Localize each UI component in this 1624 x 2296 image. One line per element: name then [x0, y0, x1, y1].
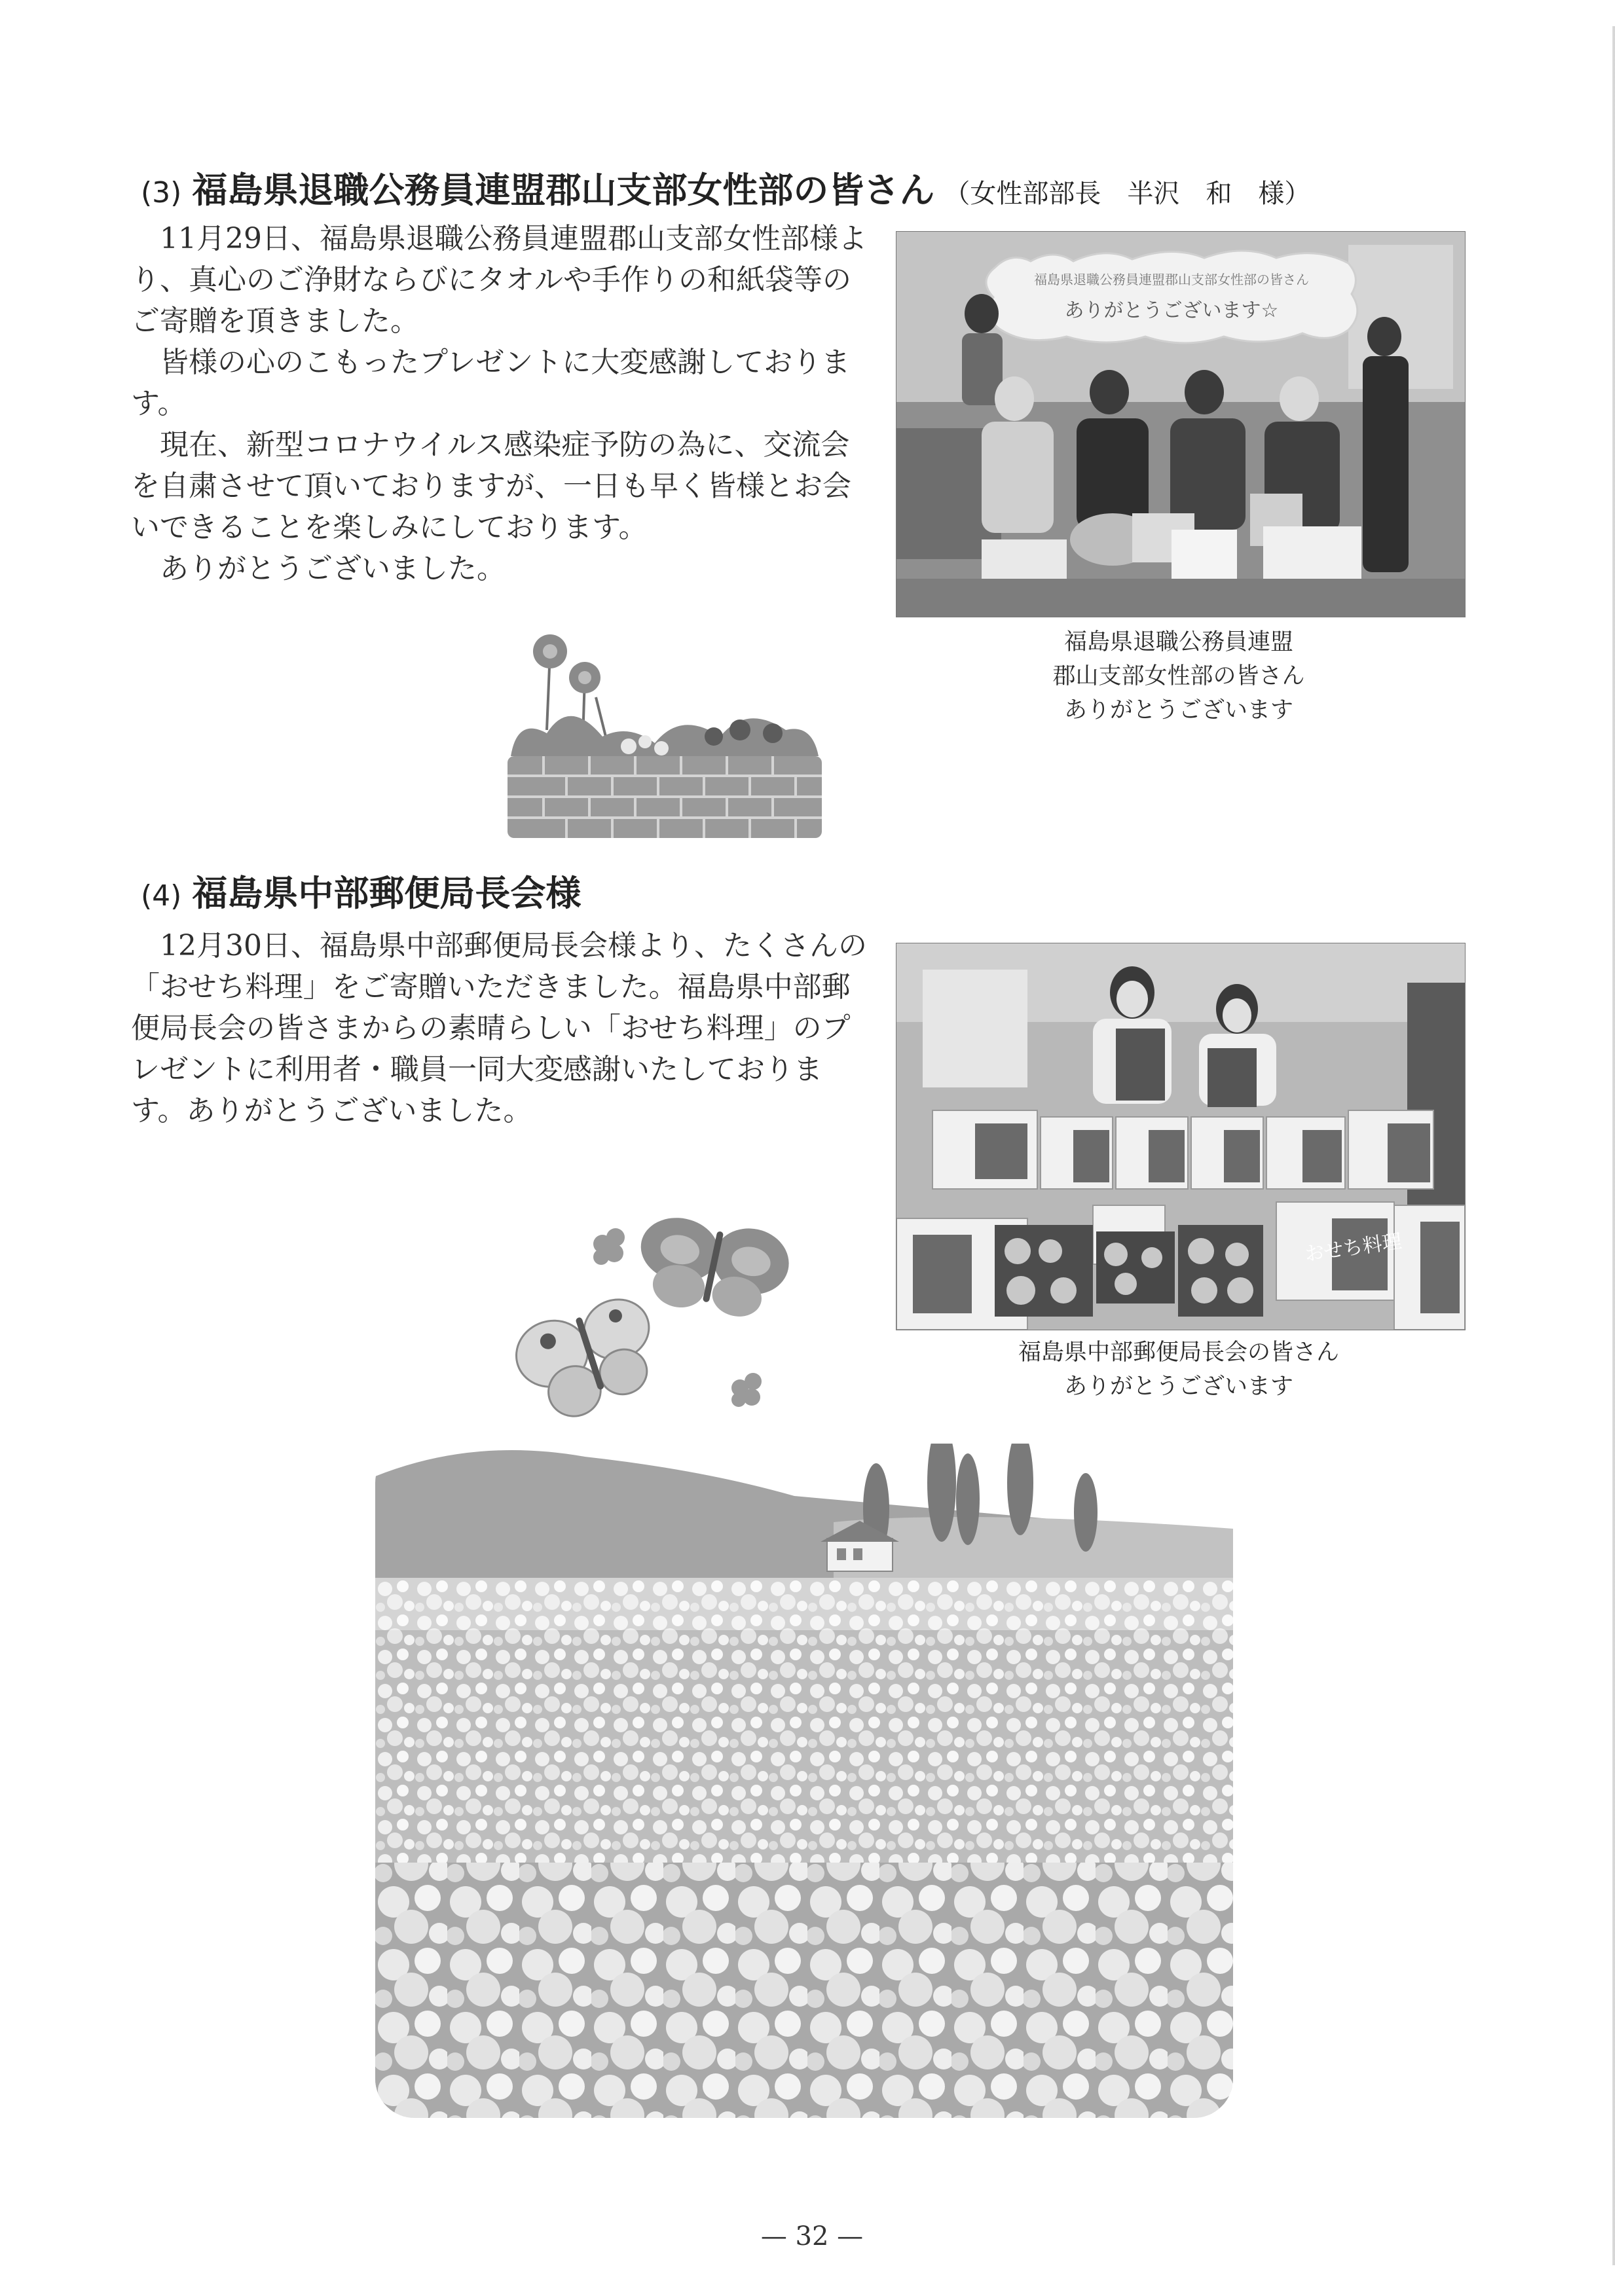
banner-line-1: 福島県退職公務員連盟郡山支部女性部の皆さん [1034, 272, 1309, 287]
scan-edge [1612, 26, 1615, 2265]
caption-line: 福島県退職公務員連盟 [1063, 629, 1293, 655]
section-4-body [131, 925, 871, 1131]
section-note: （女性部部長 半沢 和 様） [944, 179, 1311, 209]
caption-line: ありがとうございます [1063, 697, 1293, 723]
flower-field-illustration [375, 1444, 1233, 2118]
section-3-heading [141, 162, 1310, 213]
banner-line-2: ありがとうございます☆ [1064, 299, 1279, 322]
section-4-heading [141, 866, 581, 916]
section-number: (4) [141, 879, 182, 913]
page-number: — 32 — [760, 2221, 864, 2251]
caption-line: 福島県中部郵便局長会の皆さん [1018, 1339, 1339, 1366]
section-3-body [131, 218, 871, 589]
caption-line: 郡山支部女性部の皆さん [1052, 663, 1305, 689]
photo-4-caption [950, 1336, 1408, 1404]
section-title: 福島県中部郵便局長会様 [192, 873, 581, 914]
group-photo-osechi [896, 943, 1466, 1330]
photo-3-caption [976, 625, 1382, 727]
box-label: おせち料理 [1303, 1230, 1403, 1266]
photo-women-image [896, 232, 1465, 617]
paragraph: 11月29日、福島県退職公務員連盟郡山支部女性部様より、真心のご浄財ならびにタオルや手作りの和紙袋等のご寄贈を頂きました。 [131, 222, 867, 338]
butterflies-illustration [504, 1205, 812, 1447]
section-title: 福島県退職公務員連盟郡山支部女性部の皆さん [192, 170, 935, 211]
photo-osechi-image [896, 943, 1465, 1330]
paragraph: 皆様の心のこもったプレゼントに大変感謝しております。 [131, 346, 851, 420]
caption-line: ありがとうございます [1063, 1374, 1293, 1400]
section-number: (3) [141, 176, 182, 210]
paragraph: 12月30日、福島県中部郵便局長会様より、たくさんの「おせち料理」をご寄贈いただきました。福島県中部郵便局長会の皆さまからの素晴らしい「おせち料理」のプレゼントに利用者・職員一同大変感謝いたしております。ありがとうございました。 [131, 929, 867, 1127]
group-photo-women [896, 231, 1466, 617]
flower-bed-illustration [498, 625, 825, 841]
paragraph: ありがとうございました。 [160, 552, 506, 585]
paragraph: 現在、新型コロナウイルス感染症予防の為に、交流会を自粛させて頂いておりますが、一日も早く皆様とお会いできることを楽しみにしております。 [131, 428, 851, 544]
